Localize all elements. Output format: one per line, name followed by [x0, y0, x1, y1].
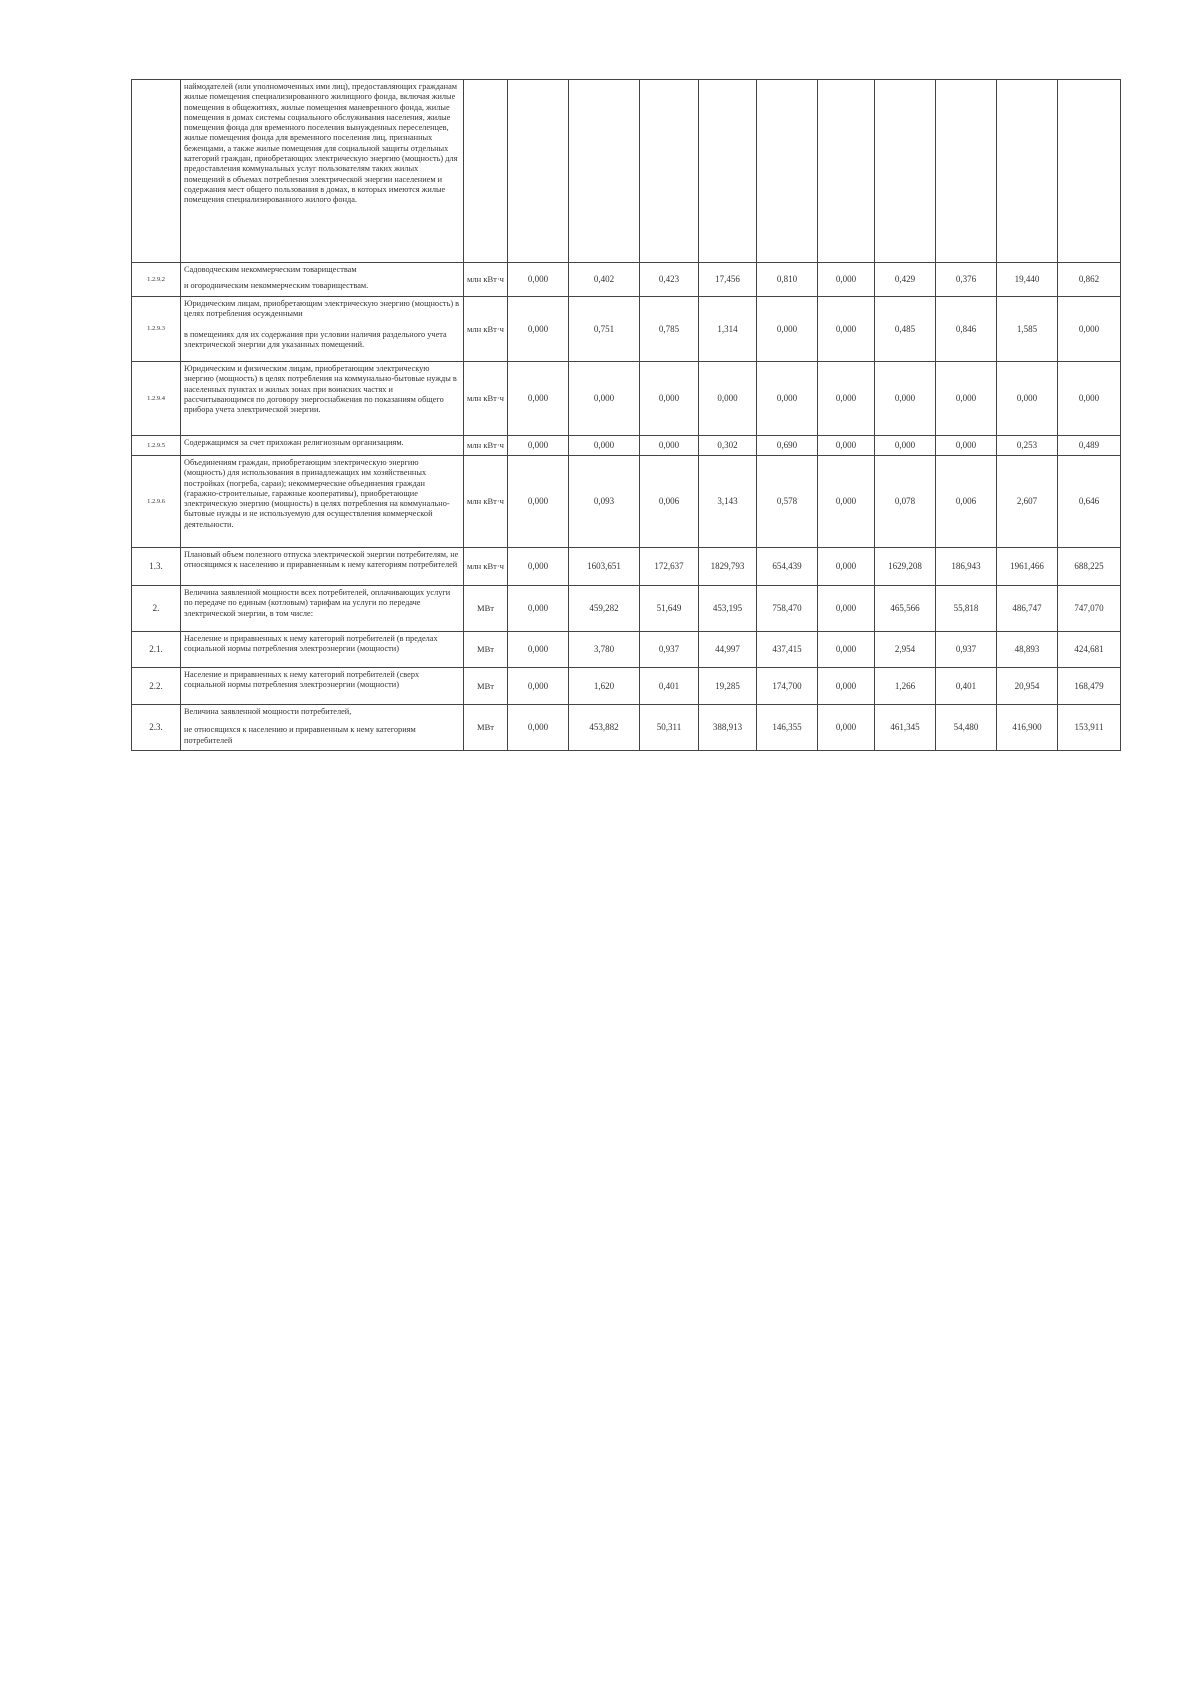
- value-cell: 0,000: [757, 362, 818, 436]
- value-cell: [1058, 80, 1121, 263]
- row-description-cell: [181, 632, 464, 668]
- row-number-cell: 1.2.9.5: [132, 436, 181, 456]
- unit-cell: млн кВт·ч: [464, 297, 508, 362]
- row-number-cell: 1.3.: [132, 548, 181, 586]
- description-line: Величина заявленной мощности потребителей,: [184, 707, 352, 716]
- row-description-cell: [181, 362, 464, 436]
- value-cell: [997, 80, 1058, 263]
- value-cell: 1,585: [997, 297, 1058, 362]
- value-cell: 1629,208: [875, 548, 936, 586]
- unit-cell: МВт: [464, 705, 508, 751]
- value-cell: 48,893: [997, 632, 1058, 668]
- value-cell: [875, 80, 936, 263]
- value-cell: 654,439: [757, 548, 818, 586]
- row-number-cell: [132, 80, 181, 263]
- table-row: [132, 362, 1121, 436]
- row-number-cell: 2.1.: [132, 632, 181, 668]
- row-description-cell: [181, 586, 464, 632]
- value-cell: 50,311: [640, 705, 699, 751]
- value-cell: 0,000: [818, 263, 875, 297]
- value-cell: 44,997: [699, 632, 757, 668]
- value-cell: 0,000: [818, 362, 875, 436]
- value-cell: 19,285: [699, 668, 757, 705]
- value-cell: 1603,651: [569, 548, 640, 586]
- value-cell: [640, 80, 699, 263]
- unit-cell: млн кВт·ч: [464, 362, 508, 436]
- value-cell: 0,000: [508, 456, 569, 548]
- row-description-cell: [181, 80, 464, 263]
- description-line: Плановый объем полезного отпуска электрической энергии потребителям, не относящимся к населению и приравненным к нему категориям потребителей: [184, 550, 459, 570]
- row-number-cell: 1.2.9.4: [132, 362, 181, 436]
- value-cell: 3,143: [699, 456, 757, 548]
- value-cell: 0,785: [640, 297, 699, 362]
- value-cell: 0,937: [640, 632, 699, 668]
- value-cell: 0,402: [569, 263, 640, 297]
- description-line: Садоводческим некоммерческим товариществам: [184, 265, 357, 274]
- row-number-cell: 1.2.9.2: [132, 263, 181, 297]
- value-cell: [936, 80, 997, 263]
- value-cell: 0,000: [508, 263, 569, 297]
- value-cell: 174,700: [757, 668, 818, 705]
- description-line: не относящихся к населению и приравненным к нему категориям потребителей: [184, 725, 416, 745]
- value-cell: 688,225: [1058, 548, 1121, 586]
- value-cell: 3,780: [569, 632, 640, 668]
- row-description-cell: [181, 456, 464, 548]
- description-line: Население и приравненных к нему категорий потребителей (сверх социальной нормы потребления электроэнергии (мощности): [184, 670, 420, 690]
- row-description-cell: [181, 705, 464, 751]
- value-cell: 172,637: [640, 548, 699, 586]
- description-line: в помещениях для их содержания при условии наличия раздельного учета электрической энергии для указанных помещений.: [184, 329, 447, 349]
- value-cell: 0,000: [508, 297, 569, 362]
- table-row: [132, 705, 1121, 751]
- value-cell: 0,078: [875, 456, 936, 548]
- value-cell: [569, 80, 640, 263]
- table-row: [132, 586, 1121, 632]
- table-row: [132, 80, 1121, 263]
- unit-cell: МВт: [464, 668, 508, 705]
- unit-cell: млн кВт·ч: [464, 456, 508, 548]
- value-cell: 168,479: [1058, 668, 1121, 705]
- value-cell: 0,000: [508, 705, 569, 751]
- value-cell: 0,000: [818, 632, 875, 668]
- description-line: Юридическим и физическим лицам, приобретающим электрическую энергию (мощность) в целях потребления на коммунально-бытовые нужды в населенных пунктах и жилых зонах при воинских частях и рассчитывающимся по договору энергоснабжения по показаниям общего прибора учета электрической энергии.: [184, 364, 457, 415]
- row-description-cell: [181, 436, 464, 456]
- value-cell: 0,937: [936, 632, 997, 668]
- value-cell: 51,649: [640, 586, 699, 632]
- value-cell: 17,456: [699, 263, 757, 297]
- value-cell: 19,440: [997, 263, 1058, 297]
- description-line: Юридическим лицам, приобретающим электрическую энергию (мощность) в целях потребления осужденными: [184, 299, 460, 319]
- value-cell: [699, 80, 757, 263]
- table-row: [132, 456, 1121, 548]
- value-cell: 0,578: [757, 456, 818, 548]
- value-cell: 0,000: [640, 436, 699, 456]
- unit-cell: млн кВт·ч: [464, 263, 508, 297]
- unit-cell: [464, 80, 508, 263]
- value-cell: [757, 80, 818, 263]
- value-cell: 153,911: [1058, 705, 1121, 751]
- value-cell: 1829,793: [699, 548, 757, 586]
- table-row: [132, 297, 1121, 362]
- unit-cell: МВт: [464, 632, 508, 668]
- value-cell: 0,485: [875, 297, 936, 362]
- value-cell: 0,000: [508, 548, 569, 586]
- row-number-cell: 2.2.: [132, 668, 181, 705]
- value-cell: 1,314: [699, 297, 757, 362]
- value-cell: 416,900: [997, 705, 1058, 751]
- value-cell: 388,913: [699, 705, 757, 751]
- value-cell: 0,000: [569, 436, 640, 456]
- value-cell: 0,000: [818, 705, 875, 751]
- value-cell: 0,253: [997, 436, 1058, 456]
- description-line: Объединениям граждан, приобретающим электрическую энергию (мощность) для использования в принадлежащих им хозяйственных постройках (погреба, сараи); некоммерческие объединения граждан (гаражно-строительные, гаражные кооперативы), приобретающие электрическую энергию (мощность) в целях потребления на коммунально-бытовые нужды и не используемую для осуществления коммерческой деятельности.: [184, 458, 450, 529]
- value-cell: 0,093: [569, 456, 640, 548]
- value-cell: 0,000: [508, 436, 569, 456]
- value-cell: 0,000: [640, 362, 699, 436]
- value-cell: 453,195: [699, 586, 757, 632]
- value-cell: 0,000: [818, 668, 875, 705]
- table-row: [132, 436, 1121, 456]
- value-cell: 0,846: [936, 297, 997, 362]
- table-row: [132, 668, 1121, 705]
- value-cell: [818, 80, 875, 263]
- value-cell: 0,690: [757, 436, 818, 456]
- value-cell: 0,000: [818, 586, 875, 632]
- value-cell: 0,401: [640, 668, 699, 705]
- value-cell: 0,000: [818, 297, 875, 362]
- value-cell: 0,000: [508, 362, 569, 436]
- row-number-cell: 2.3.: [132, 705, 181, 751]
- row-description-cell: [181, 668, 464, 705]
- value-cell: 2,954: [875, 632, 936, 668]
- value-cell: 0,302: [699, 436, 757, 456]
- description-line: и огородническим некоммерческим товариществам.: [184, 281, 369, 291]
- value-cell: 186,943: [936, 548, 997, 586]
- row-description-cell: [181, 263, 464, 297]
- value-cell: 0,006: [640, 456, 699, 548]
- description-line: Содержащимся за счет прихожан религиозным организациям.: [184, 438, 404, 447]
- value-cell: [508, 80, 569, 263]
- value-cell: 0,000: [699, 362, 757, 436]
- value-cell: 146,355: [757, 705, 818, 751]
- row-number-cell: 2.: [132, 586, 181, 632]
- row-number-cell: 1.2.9.6: [132, 456, 181, 548]
- value-cell: 0,000: [1058, 297, 1121, 362]
- tariff-table: [131, 79, 1121, 751]
- value-cell: 0,000: [936, 362, 997, 436]
- value-cell: 0,489: [1058, 436, 1121, 456]
- value-cell: 0,000: [818, 436, 875, 456]
- value-cell: 0,000: [875, 362, 936, 436]
- value-cell: 2,607: [997, 456, 1058, 548]
- value-cell: 0,000: [508, 586, 569, 632]
- value-cell: 0,000: [508, 632, 569, 668]
- value-cell: 0,429: [875, 263, 936, 297]
- value-cell: 0,423: [640, 263, 699, 297]
- row-description-cell: [181, 548, 464, 586]
- unit-cell: МВт: [464, 586, 508, 632]
- description-line: наймодателей (или уполномоченных ими лиц), предоставляющих гражданам жилые помещения специализированного жилищного фонда, включая жилые помещения в общежитиях, жилые помещения маневренного фонда, жилые помещения в домах системы социального обслуживания населения, жилые помещения фонда для временного поселения вынужденных переселенцев, жилые помещения фонда для временного поселения лиц, признанных беженцами, а также жилые помещения для социальной защиты отдельных категорий граждан, приобретающих электрическую энергию (мощность) для предоставления коммунальных услуг пользователям таких жилых помещений в объемах потребления электрической энергии населением и содержания мест общего пользования в домах, в которых имеются жилые помещения специализированного жилого фонда.: [184, 82, 458, 205]
- value-cell: 0,000: [757, 297, 818, 362]
- value-cell: 0,646: [1058, 456, 1121, 548]
- value-cell: 461,345: [875, 705, 936, 751]
- unit-cell: млн кВт·ч: [464, 436, 508, 456]
- value-cell: 1,266: [875, 668, 936, 705]
- row-number-cell: 1.2.9.3: [132, 297, 181, 362]
- table-row: [132, 632, 1121, 668]
- description-line: Величина заявленной мощности всех потребителей, оплачивающих услуги по передаче по единым (котловым) тарифам на услуги по передаче электрической энергии, в том числе:: [184, 588, 451, 618]
- value-cell: 0,000: [818, 456, 875, 548]
- value-cell: 0,000: [508, 668, 569, 705]
- value-cell: 54,480: [936, 705, 997, 751]
- value-cell: 437,415: [757, 632, 818, 668]
- table-row: [132, 548, 1121, 586]
- value-cell: 1,620: [569, 668, 640, 705]
- unit-cell: млн кВт·ч: [464, 548, 508, 586]
- value-cell: 459,282: [569, 586, 640, 632]
- value-cell: 1961,466: [997, 548, 1058, 586]
- value-cell: 0,006: [936, 456, 997, 548]
- value-cell: 758,470: [757, 586, 818, 632]
- value-cell: 0,751: [569, 297, 640, 362]
- value-cell: 0,000: [818, 548, 875, 586]
- value-cell: 0,000: [875, 436, 936, 456]
- value-cell: 747,070: [1058, 586, 1121, 632]
- value-cell: 453,882: [569, 705, 640, 751]
- value-cell: 0,862: [1058, 263, 1121, 297]
- value-cell: 0,000: [569, 362, 640, 436]
- value-cell: 465,566: [875, 586, 936, 632]
- value-cell: 0,401: [936, 668, 997, 705]
- value-cell: 486,747: [997, 586, 1058, 632]
- value-cell: 0,376: [936, 263, 997, 297]
- row-description-cell: [181, 297, 464, 362]
- value-cell: 0,000: [936, 436, 997, 456]
- description-line: Население и приравненных к нему категорий потребителей (в пределах социальной нормы потребления электроэнергии (мощности): [184, 634, 438, 654]
- value-cell: 55,818: [936, 586, 997, 632]
- value-cell: 0,000: [1058, 362, 1121, 436]
- value-cell: 20,954: [997, 668, 1058, 705]
- value-cell: 0,000: [997, 362, 1058, 436]
- table-row: [132, 263, 1121, 297]
- value-cell: 424,681: [1058, 632, 1121, 668]
- value-cell: 0,810: [757, 263, 818, 297]
